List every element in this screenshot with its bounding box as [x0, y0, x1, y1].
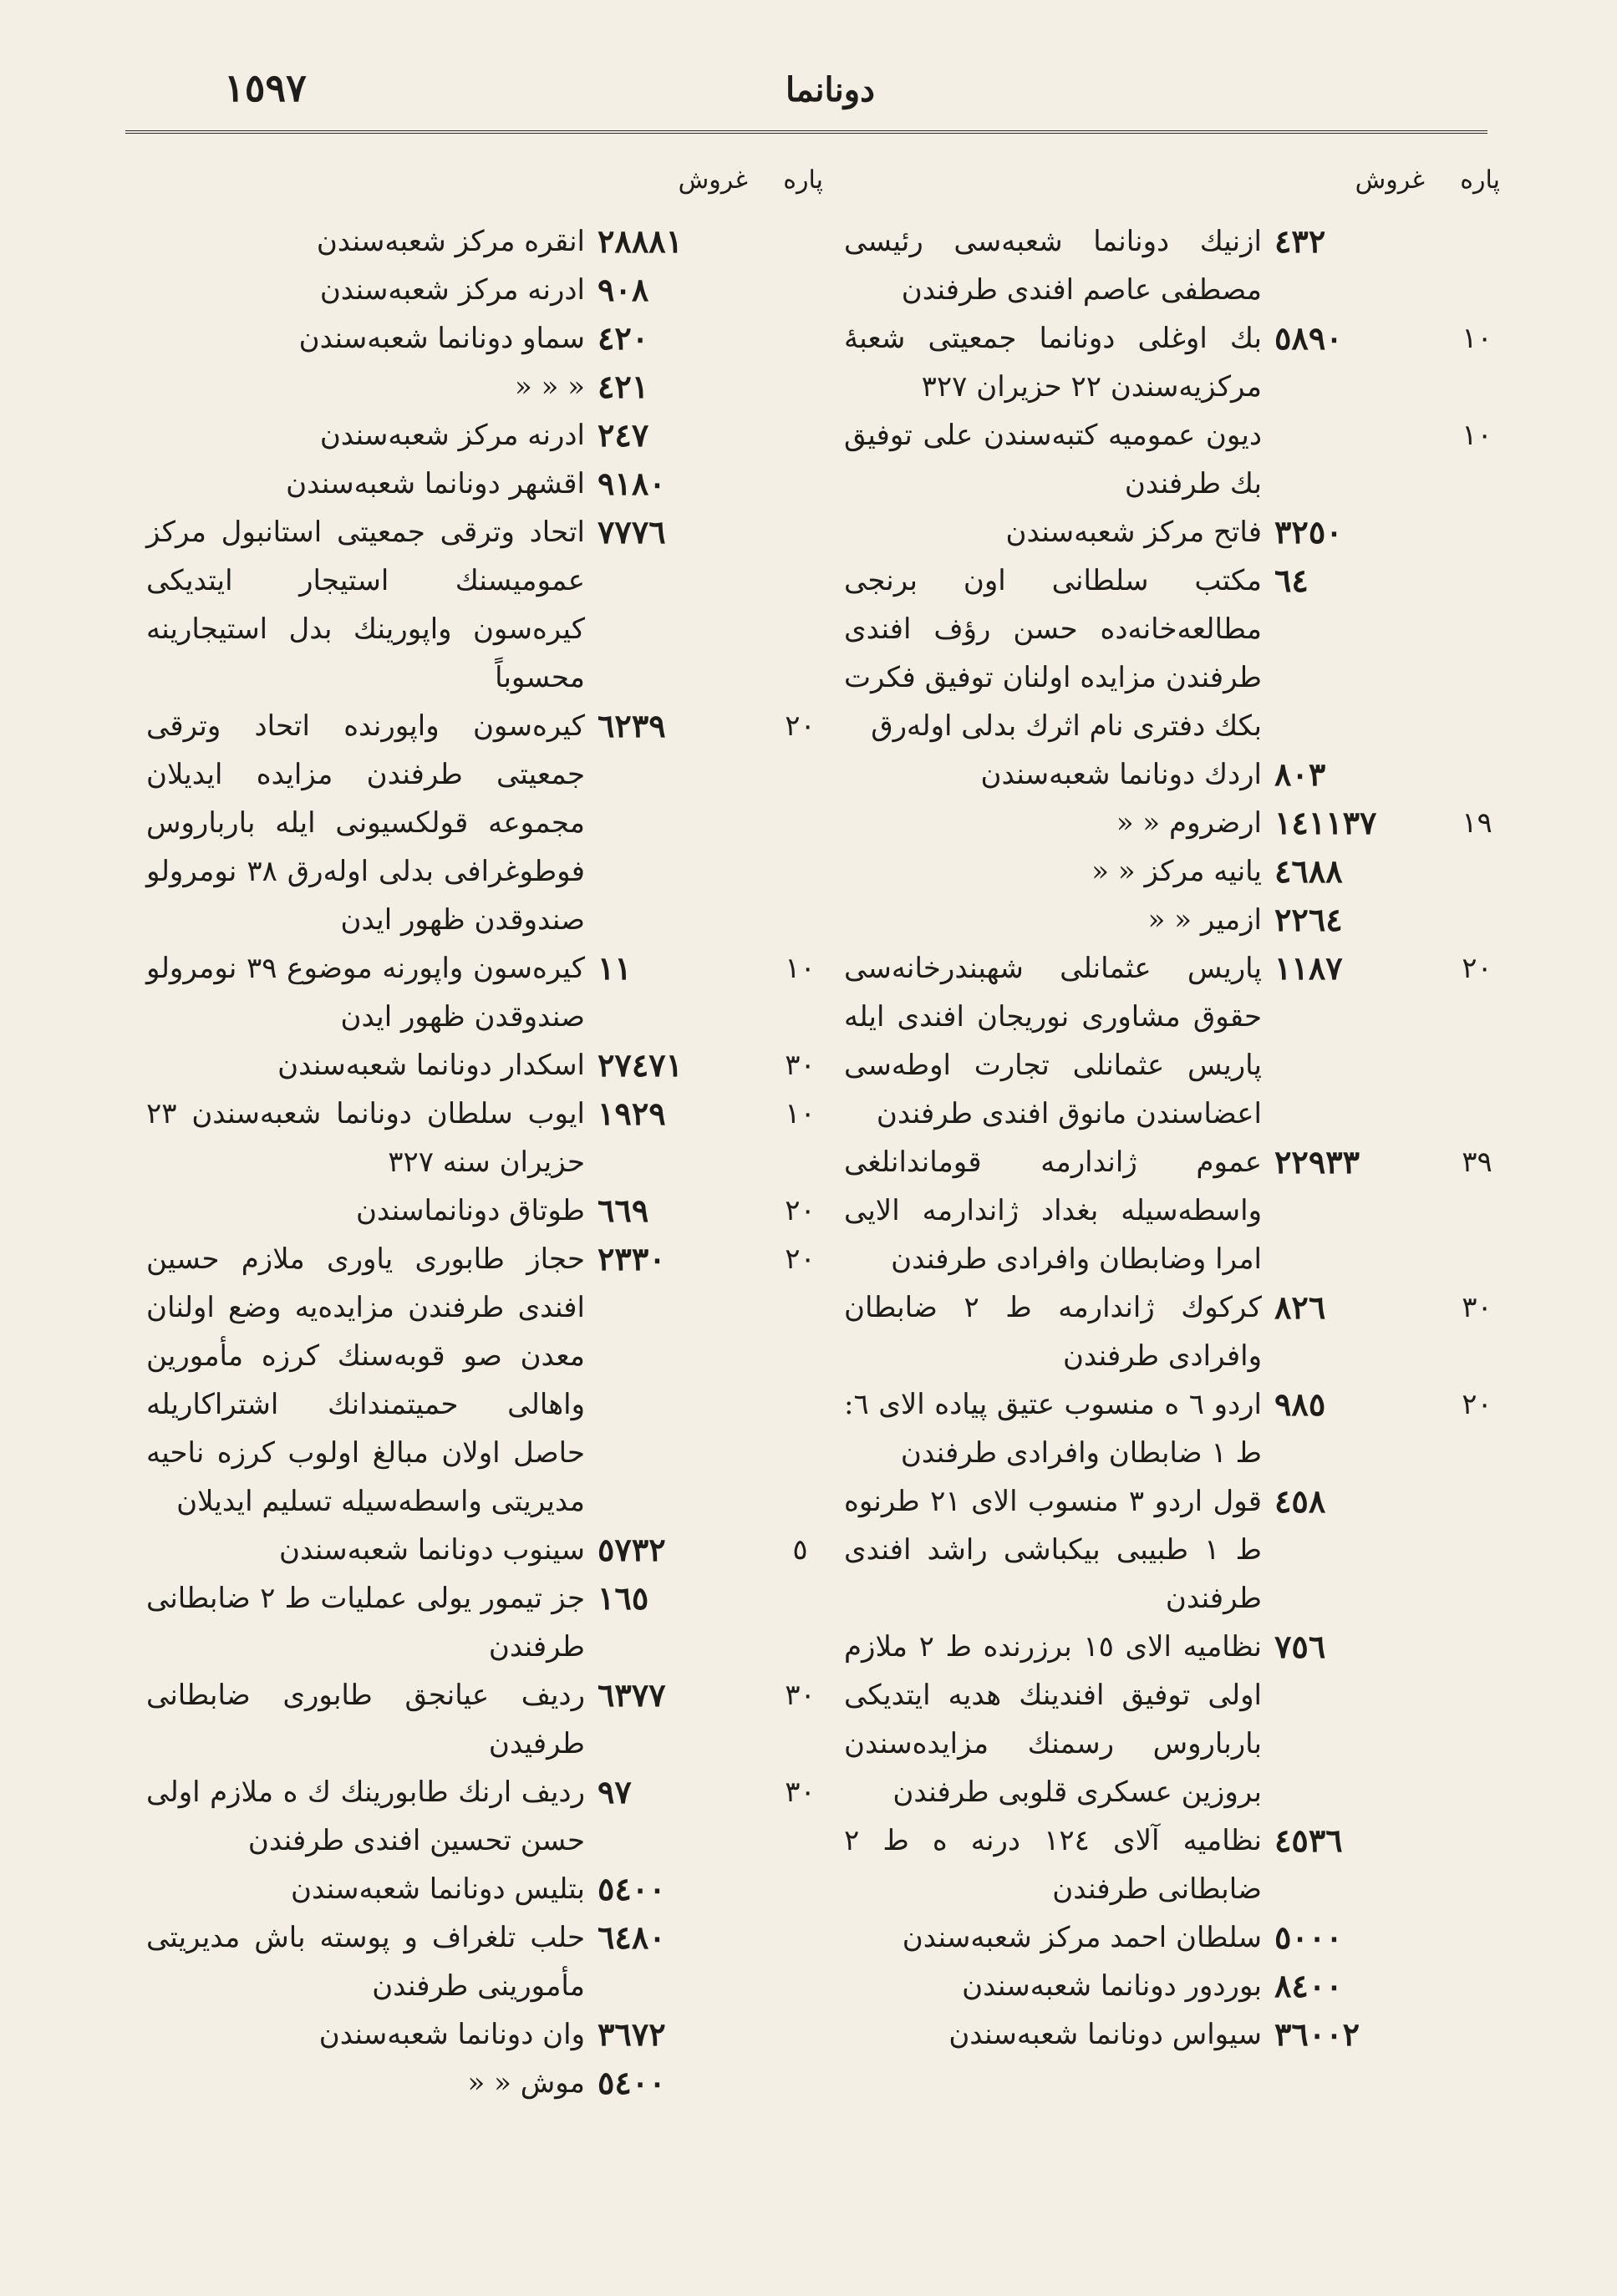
entry-kurus: ٨٠٣: [1274, 755, 1326, 793]
ledger-entry: [844, 896, 1500, 944]
entry-kurus: ٥٤٠٠: [597, 2064, 666, 2101]
ledger-entry: [844, 944, 1500, 1138]
entry-description: طوتاق دونانماسندن: [355, 1194, 585, 1227]
entry-para: ٢٠: [785, 709, 816, 743]
entry-description: ادرنه مرکز شعبه‌سندن: [319, 273, 585, 307]
ledger-entry: [146, 1041, 823, 1090]
ledger-entry: [146, 1526, 823, 1574]
entry-description: کیره‌سون واپورنه موضوع ٣٩ نومرولو صندوقدن ظهور ایدن: [146, 952, 586, 1034]
entry-description: سلطان احمد مرکز شعبه‌سندن: [902, 1921, 1262, 1954]
entry-kurus: ٦٤: [1274, 561, 1309, 599]
entry-description: ردیف ارنك طابورینك ك ه ملازم اولی حسن تحسین افندی طرفندن: [146, 1775, 585, 1857]
entry-description: سیواس دونانما شعبه‌سندن: [948, 2018, 1262, 2051]
entry-kurus: ٩٠٨: [597, 271, 649, 308]
entry-kurus: ٥٤٠٠: [597, 1870, 666, 1907]
ledger-entry: [146, 944, 823, 1041]
entry-para: ٢٠: [785, 1242, 816, 1276]
entry-description: ارضروم « «: [1116, 806, 1262, 840]
entry-description: بوردور دونانما شعبه‌سندن: [962, 1969, 1262, 2003]
entry-kurus: ٥٨٩٠: [1274, 319, 1343, 357]
ledger-entry: [844, 847, 1500, 896]
entry-kurus: ٦٢٣٩: [597, 707, 666, 744]
entry-kurus: ٨٤٠٠: [1274, 1967, 1343, 2004]
entry-kurus: ٩١٨٠: [597, 465, 666, 502]
entry-description: بتلیس دونانما شعبه‌سندن: [290, 1872, 585, 1906]
entry-para: ٢٠: [1462, 952, 1492, 985]
entry-description: ازمیر « «: [1147, 903, 1262, 937]
ledger-entry: [844, 1477, 1500, 1623]
ledger-entry: [844, 411, 1500, 508]
ledger-entry: [844, 314, 1500, 411]
header-kurus: غروش: [1355, 165, 1425, 195]
ledger-entry: [146, 1768, 823, 1865]
ledger-entry: [146, 2059, 823, 2107]
ledger-entry: [146, 1235, 823, 1526]
entry-para: ٣٩: [1462, 1145, 1492, 1179]
entry-para: ٣٠: [785, 1775, 816, 1809]
ledger-entry: [146, 266, 823, 314]
entry-description: ازنیك دونانما شعبه‌سی رئیسی مصطفی عاصم افندی طرفندن: [844, 225, 1262, 307]
entry-description: دیون عمومیه کتبه‌سندن علی توفیق بك طرفندن: [844, 419, 1262, 500]
ledger-entry: [844, 1138, 1500, 1283]
header-para: پاره: [783, 165, 823, 195]
entry-description: یانیه مرکز « «: [1091, 855, 1262, 888]
ledger-entry: [844, 799, 1500, 847]
entry-kurus: ٢٢٩٣٣: [1274, 1143, 1360, 1181]
ledger-entry: [146, 460, 823, 508]
ledger-entry: [844, 1913, 1500, 1962]
entry-description: بك اوغلی دونانما جمعیتی شعبهٔ مرکزیه‌سندن ٢٢ حزیران ٣٢٧: [844, 322, 1262, 404]
ledger-entry: [844, 1623, 1500, 1816]
entry-kurus: ٢٨٨٨١: [597, 222, 684, 260]
ledger-entry: [146, 1574, 823, 1671]
entry-kurus: ٩٨٥: [1274, 1385, 1326, 1423]
entry-kurus: ٦٤٨٠: [597, 1918, 666, 1956]
header-kurus: غروش: [678, 165, 748, 195]
entry-description: اتحاد وترقی جمعیتی استانبول مرکز عمومیسنك استیجار ایتدیکی کیره‌سون واپورینك بدل استیجارینه محسوباً: [146, 516, 585, 694]
entry-description: جز تیمور یولی عملیات ط ٢ ضابطانی طرفندن: [146, 1582, 585, 1664]
entry-kurus: ٢٧٤٧١: [597, 1046, 684, 1084]
entry-description: انقره مرکز شعبه‌سندن: [316, 225, 585, 258]
entry-para: ٢٠: [1462, 1388, 1492, 1421]
entry-description: ردیف عیانجق طابوری ضابطانی طرفیدن: [146, 1679, 585, 1760]
entry-kurus: ١١: [597, 949, 632, 987]
ledger-entry: [146, 1186, 823, 1235]
ledger-entry: [146, 411, 823, 460]
ledger-entry: [844, 217, 1500, 314]
ledger-entry: [146, 363, 823, 411]
entry-description: فاتح مرکز شعبه‌سندن: [1005, 516, 1262, 549]
entry-description: مکتب سلطانی اون برنجی مطالعه‌خانه‌ده حسن رؤف افندی طرفندن مزایده اولنان توفیق فکرت بکك دفتری نام اثرك بدلی اوله‌رق: [844, 564, 1262, 743]
column-header: [146, 159, 823, 217]
entry-description: حجاز طابوری یاوری ملازم حسین افندی طرفندن مزایده‌یه وضع اولنان معدن صو قوبه‌سنك کرزه مأمورین واهالی حمیتمندانك اشتراکاریله حاصل اولان مبالغ اولوب کرزه ناحیه مدیریتی واسطه‌سیله تسلیم ایدیلان: [146, 1242, 585, 1518]
entry-kurus: ٤٥٨: [1274, 1482, 1326, 1520]
entry-para: ٣٠: [1462, 1291, 1492, 1324]
entry-description: « « «: [514, 370, 585, 404]
entry-para: ١٠: [1462, 322, 1492, 355]
column-header: [844, 159, 1500, 217]
entry-kurus: ٤٥٣٦: [1274, 1821, 1343, 1859]
entry-description: سماو دونانما شعبه‌سندن: [298, 322, 585, 355]
entry-para: ٣٠: [785, 1679, 816, 1712]
entry-kurus: ٤٢٠: [597, 319, 649, 357]
entry-kurus: ٥٠٠٠: [1274, 1918, 1343, 1956]
entry-description: نظامیه آلای ١٢٤ درنه ه ط ٢ ضابطانی طرفندن: [844, 1824, 1262, 1906]
entry-list: [146, 217, 823, 2107]
entry-description: پاریس عثمانلی شهبندرخانه‌سی حقوق مشاوری نوریجان افندی ایله پاریس عثمانلی تجارت اوطه‌سی اعضاسندن مانوق افندی طرفندن: [844, 952, 1262, 1130]
entry-para: ٥: [792, 1533, 808, 1567]
ledger-entry: [844, 1283, 1500, 1380]
ledger-entry: [844, 2010, 1500, 2059]
entry-description: ایوب سلطان دونانما شعبه‌سندن ٢٣ حزیران سنه ٣٢٧: [146, 1097, 585, 1179]
ledger-entry: [844, 750, 1500, 799]
entry-description: سینوب دونانما شعبه‌سندن: [279, 1533, 585, 1567]
entry-list: [844, 217, 1500, 2059]
ledger-entry: [146, 1090, 823, 1186]
ledger-entry: [146, 217, 823, 266]
entry-kurus: ٥٧٣٢: [597, 1531, 666, 1568]
entry-description: کیره‌سون واپورنده اتحاد وترقی جمعیتی طرفندن مزایده ایدیلان مجموعه قولکسیونی ایله بارباروس فوطوغرافی بدلی اوله‌رق ٣٨ نومرولو صندوقدن ظهور ایدن: [146, 709, 586, 937]
entry-kurus: ٢٣٣٠: [597, 1240, 666, 1278]
page-title: دونانما: [786, 70, 875, 109]
entry-para: ٣٠: [785, 1049, 816, 1082]
ledger-entry: [146, 702, 823, 944]
entry-para: ١٠: [1462, 419, 1492, 452]
entry-description: وان دونانما شعبه‌سندن: [318, 2018, 585, 2051]
entry-description: اسکدار دونانما شعبه‌سندن: [277, 1049, 585, 1082]
header-para: پاره: [1460, 165, 1500, 195]
entry-kurus: ٩٧: [597, 1773, 632, 1811]
entry-kurus: ٣٦٠٠٢: [1274, 2015, 1360, 2053]
ledger-entry: [844, 1380, 1500, 1477]
entry-kurus: ٣٢٥٠: [1274, 513, 1343, 551]
entry-description: نظامیه الای ١٥ برزرنده ط ٢ ملازم اولی توفیق افندینك هدیه ایتدیکی بارباروس رسمنك مزایده‌سندن بروزین عسکری قلوبی طرفندن: [844, 1630, 1262, 1809]
entry-para: ١٩: [1462, 806, 1492, 840]
entry-kurus: ٤٦٨٨: [1274, 852, 1343, 890]
entry-description: کرکوك ژاندارمه ط ٢ ضابطان وافرادی طرفندن: [844, 1291, 1262, 1373]
entry-para: ١٠: [785, 952, 816, 985]
entry-kurus: ٤٣٢: [1274, 222, 1326, 260]
entry-description: اردك دونانما شعبه‌سندن: [980, 758, 1262, 791]
entry-description: اردو ٦ ه منسوب عتیق پیاده الای ٦: ط ١ ضابطان وافرادی طرفندن: [844, 1388, 1263, 1470]
ledger-entry: [844, 1962, 1500, 2010]
entry-description: اقشهر دونانما شعبه‌سندن: [286, 467, 585, 500]
entry-kurus: ٦٦٩: [597, 1191, 649, 1229]
ledger-entry: [844, 508, 1500, 556]
entry-description: ادرنه مرکز شعبه‌سندن: [319, 419, 585, 452]
entry-kurus: ١١٨٧: [1274, 949, 1343, 987]
entry-kurus: ٧٧٧٦: [597, 513, 666, 551]
entry-description: قول اردو ٣ منسوب الای ٢١ طرنوه ط ١ طبیبی بیکباشی راشد افندی طرفندن: [844, 1485, 1263, 1615]
ledger-entry: [146, 1671, 823, 1768]
header-rule: [125, 130, 1487, 134]
page-number: ١٥٩٧: [224, 65, 307, 110]
entry-kurus: ١٩٢٩: [597, 1095, 666, 1132]
entry-kurus: ٦٣٧٧: [597, 1676, 666, 1714]
entry-description: موش « «: [467, 2066, 585, 2100]
entry-kurus: ٢٤٧: [597, 416, 649, 454]
entry-para: ١٠: [785, 1097, 816, 1130]
ledger-entry: [146, 508, 823, 702]
entry-kurus: ٨٢٦: [1274, 1288, 1326, 1326]
entry-description: عموم ژاندارمه قوماندانلغی واسطه‌سیله بغداد ژاندارمه الایی امرا وضابطان وافرادی طرفندن: [844, 1145, 1262, 1276]
entry-kurus: ١٤١١٣٧: [1274, 804, 1377, 841]
ledger-entry: [844, 1816, 1500, 1913]
left-column: [146, 159, 823, 2107]
entry-para: ٢٠: [785, 1194, 816, 1227]
entry-kurus: ١٦٥: [597, 1579, 649, 1617]
ledger-entry: [844, 556, 1500, 750]
right-column: [844, 159, 1500, 2059]
entry-description: حلب تلغراف و پوسته باش مدیریتی مأمورینی طرفندن: [146, 1921, 585, 2003]
entry-kurus: ٣٦٧٢: [597, 2015, 666, 2053]
ledger-entry: [146, 314, 823, 363]
ledger-entry: [146, 1865, 823, 1913]
ledger-entry: [146, 1913, 823, 2010]
entry-kurus: ٢٢٦٤: [1274, 901, 1343, 938]
entry-kurus: ٤٢١: [597, 368, 649, 405]
entry-kurus: ٧٥٦: [1274, 1628, 1326, 1665]
ledger-entry: [146, 2010, 823, 2059]
